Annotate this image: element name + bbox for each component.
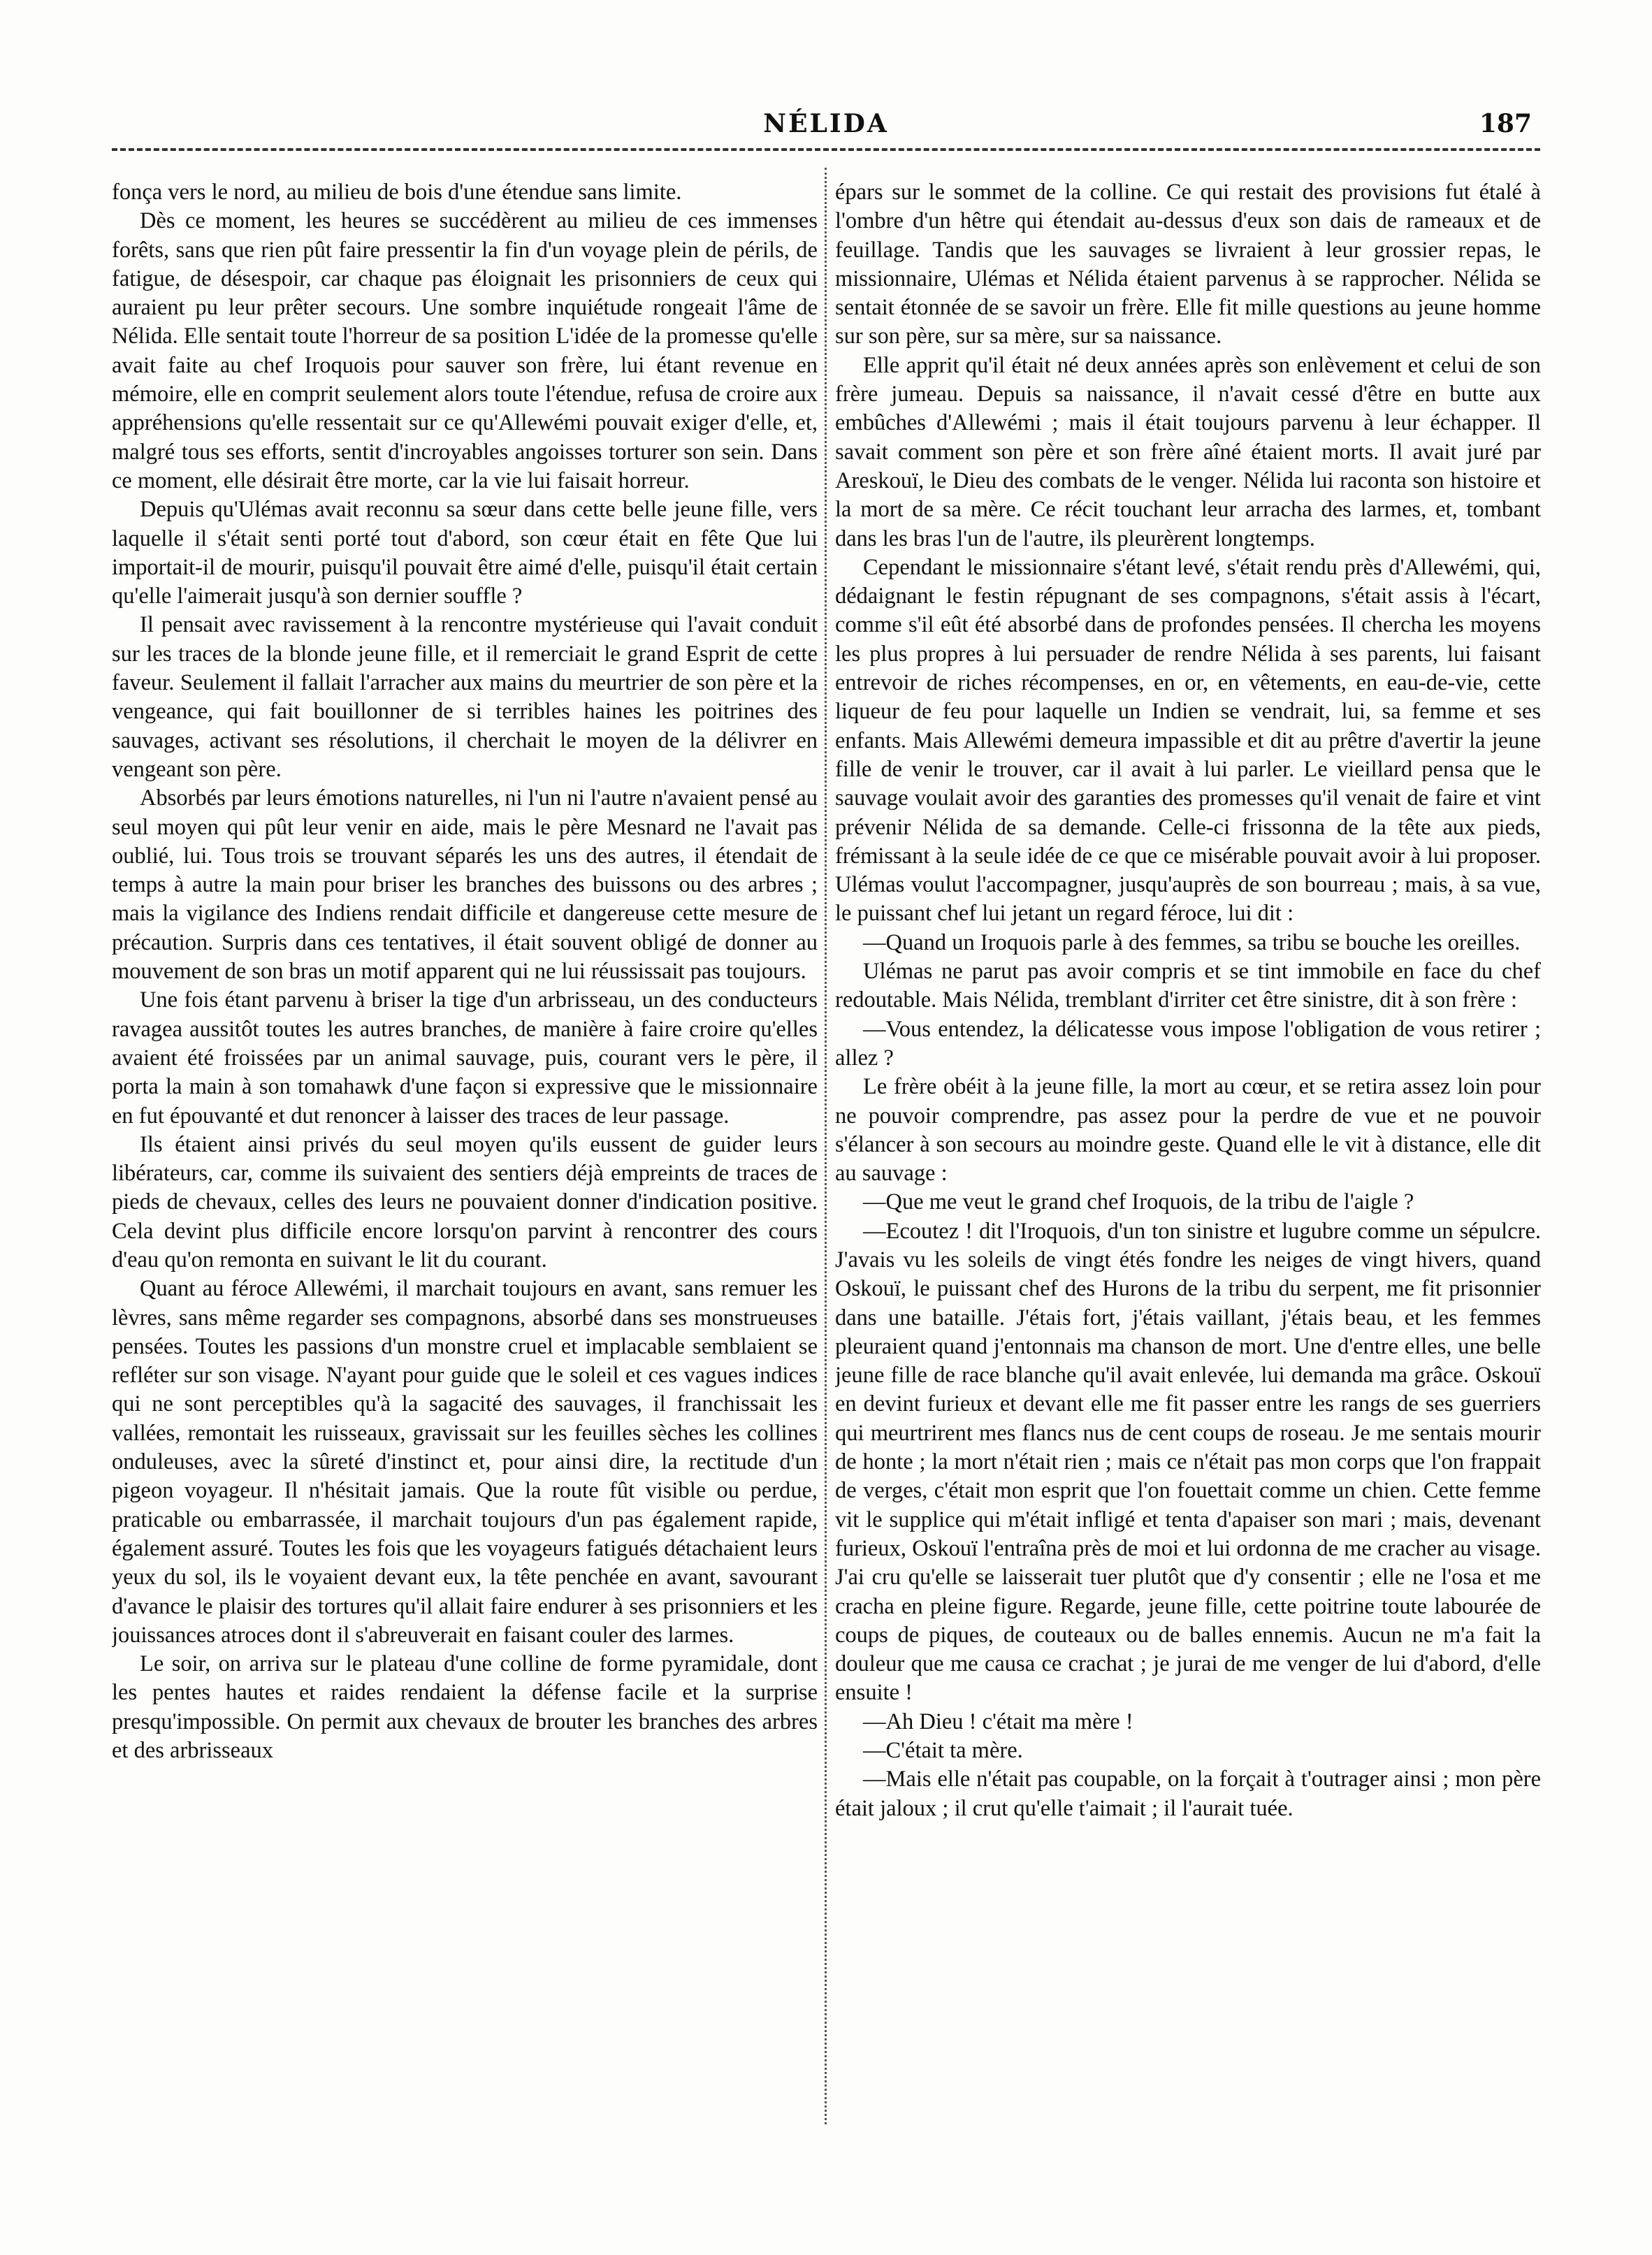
dialogue-line: —Que me veut le grand chef Iroquois, de la tribu de l'aigle ? — [863, 1189, 1414, 1215]
paragraph: Dès ce moment, les heures se succédèrent au milieu de ces immenses forêts, sans que rien pût faire pressentir la fin d'un voyage plein de périls, de fatigue, de désespoir, car chaque pas éloignait les prisonniers de ceux qui auraient pu leur prêter secours. Une sombre inquiétude rongeait l'âme de Nélida. Elle sentait toute l'horreur de sa position L'idée de la promesse qu'elle avait faite au chef Iroquois pour sauver son frère, lui étant revenue en mémoire, elle en comprit seulement alors toute l'étendue, refusa de croire aux appréhensions qu'elle ressentait sur ce qu'Allewémi pouvait exiger d'elle, et, malgré tous ses efforts, sentit d'incroyables angoisses torturer son sein. Dans ce moment, elle désirait être morte, car la vie lui faisait horreur. — [112, 208, 818, 493]
dialogue-line: —Ah Dieu ! c'était ma mère ! — [863, 1709, 1133, 1734]
column-divider — [825, 168, 827, 2124]
page-header — [112, 105, 1540, 147]
dialogue-line: —Mais elle n'était pas coupable, on la forçait à t'outrager ainsi ; mon père était jaloux ; il crut qu'elle t'aimait ; il l'aurait tuée. — [835, 1767, 1541, 1821]
paragraph: Cependant le missionnaire s'étant levé, s'était rendu près d'Allewémi, qui, dédaignant le festin répugnant de ses compagnons, s'était assis à l'écart, comme s'il eût été absorbé dans de profondes pensées. Il chercha les moyens les plus propres à lui persuader de rendre Nélida à ses parents, lui faisant entrevoir de riches récompenses, en or, en vêtements, en eau-de-vie, cette liqueur de feu pour laquelle un Indien se vendrait, lui, sa femme et ses enfants. Mais Allewémi demeura impassible et dit au prêtre d'avertir la jeune fille de venir le trouver, car il avait à lui parler. Le vieillard pensa que le sauvage voulait avoir des garanties des promesses qu'il venait de faire et vint prévenir Nélida de sa demande. Celle-ci frissonna de la tête aux pieds, frémissant à la seule idée de ce que ce misérable pouvait avoir à lui proposer. Ulémas voulut l'accompagner, jusqu'auprès de son bourreau ; mais, à sa vue, le puissant chef lui jetant un regard féroce, lui dit : — [835, 554, 1541, 927]
page-number: 187 — [1479, 109, 1532, 138]
right-column — [835, 178, 1541, 2135]
paragraph: Le soir, on arriva sur le plateau d'une colline de forme pyramidale, dont les pentes hautes et raides rendaient la défense facile et la surprise presqu'impossible. On permit aux chevaux de brouter les branches des arbres et des arbrisseaux — [112, 1651, 818, 1764]
dialogue-line: —C'était ta mère. — [863, 1738, 1023, 1764]
paragraph: fonça vers le nord, au milieu de bois d'une étendue sans limite. — [112, 180, 682, 205]
paragraph: Depuis qu'Ulémas avait reconnu sa sœur dans cette belle jeune fille, vers laquelle il s'était senti porté tout d'abord, son cœur était en fête Que lui importait-il de mourir, puisqu'il pouvait être aimé d'elle, puisqu'il était certain qu'elle l'aimerait jusqu'à son dernier souffle ? — [112, 497, 818, 609]
paragraph: Quant au féroce Allewémi, il marchait toujours en avant, sans remuer les lèvres, sans même regarder ses compagnons, absorbé dans ses monstrueuses pensées. Toutes les passions d'un monstre cruel et implacable semblaient se refléter sur son visage. N'ayant pour guide que le soleil et ces vagues indices qui ne sont perceptibles qu'à la sagacité des sauvages, il franchissait les vallées, remontait les ruisseaux, gravissait sur les feuilles sèches les collines onduleuses, avec la sûreté d'instinct et, pour ainsi dire, la rectitude d'un pigeon voyageur. Il n'hésitait jamais. Que la route fût visible ou perdue, praticable ou embarrassée, il marchait toujours d'un pas également rapide, également assuré. Toutes les fois que les voyageurs fatigués détachaient leurs yeux du sol, ils le voyaient devant eux, la tête penchée en avant, savourant d'avance le plaisir des tortures qu'il allait faire endurer à ses prisonniers et les jouissances atroces dont il s'abreuverait en faisant couler des larmes. — [112, 1276, 818, 1648]
paragraph: Une fois étant parvenu à briser la tige d'un arbrisseau, un des conducteurs ravagea aussitôt toutes les autres branches, de manière à faire croire qu'elles avaient été froissées par un animal sauvage, puis, courant vers le père, il porta la main à son tomahawk d'une façon si expressive que le missionnaire en fut épouvanté et dut renoncer à laisser des traces de leur passage. — [112, 987, 818, 1129]
paragraph: Ulémas ne parut pas avoir compris et se tint immobile en face du chef redoutable. Mais Nélida, tremblant d'irriter cet être sinistre, dit à son frère : — [835, 959, 1541, 1013]
dialogue-line: —Quand un Iroquois parle à des femmes, sa tribu se bouche les oreilles. — [863, 929, 1521, 955]
header-rule — [112, 148, 1540, 151]
paragraph: épars sur le sommet de la colline. Ce qui restait des provisions fut étalé à l'ombre d'un hêtre qui étendait au-dessus d'eux son dais de rameaux et de feuillage. Tandis que les sauvages se livraient à leur grossier repas, le missionnaire, Ulémas et Nélida étaient parvenus à se rapprocher. Nélida se sentait étonnée de se savoir un frère. Elle fit mille questions au jeune homme sur son père, sur sa mère, sur sa naissance. — [835, 180, 1541, 349]
paragraph: Il pensait avec ravissement à la rencontre mystérieuse qui l'avait conduit sur les traces de la blonde jeune fille, et il remerciait le grand Esprit de cette faveur. Seulement il fallait l'arracher aux mains du meurtrier de son père et la vengeance, qui fait bouillonner de si terribles haines les poitrines des sauvages, activant ses résolutions, il cherchait le moyen de la délivrer en vengeant son père. — [112, 612, 818, 782]
paragraph: Le frère obéit à la jeune fille, la mort au cœur, et se retira assez loin pour ne pouvoir comprendre, pas assez pour la perdre de vue et ne pouvoir s'élancer à son secours au moindre geste. Quand elle le vit à distance, elle dit au sauvage : — [835, 1074, 1541, 1187]
paragraph: Absorbés par leurs émotions naturelles, ni l'un ni l'autre n'avaient pensé au seul moyen qui pût leur venir en aide, mais le père Mesnard ne l'avait pas oublié, lui. Tous trois se trouvant séparés les uns des autres, il étendait de temps à autre la main pour briser les branches des buissons ou des arbres ; mais la vigilance des Indiens rendait difficile et dangereuse cette mesure de précaution. Surpris dans ces tentatives, il était souvent obligé de donner au mouvement de son bras un motif apparent qui ne lui réussissait pas toujours. — [112, 785, 818, 985]
dialogue-line: —Ecoutez ! dit l'Iroquois, d'un ton sinistre et lugubre comme un sépulcre. J'avais vu les soleils de vingt étés fondre les neiges de vingt hivers, quand Oskouï, le puissant chef des Hurons de la tribu du serpent, me fit prisonnier dans une bataille. J'étais fort, j'étais vaillant, j'étais beau, et les femmes pleuraient quand j'entonnais ma chanson de mort. Une d'entre elles, une belle jeune fille de race blanche qu'il avait enlevée, lui demanda ma grâce. Oskouï en devint furieux et devant elle me fit passer entre les rangs de ses guerriers qui meurtrirent mes flancs nus de cent coups de roseau. Je me sentais mourir de honte ; la mort n'était rien ; mais ce n'était pas mon corps que l'on frappait de verges, c'était mon esprit que l'on fouettait comme un chien. Cette femme vit le supplice qui m'était infligé et tenta d'apaiser son mari ; mais, devenant furieux, Oskouï l'entraîna près de moi et lui ordonna de me cracher au visage. J'ai cru qu'elle se laisserait tuer plutôt que d'y consentir ; elle ne l'osa et me cracha en pleine figure. Regarde, jeune fille, cette poitrine toute labourée de coups de piques, de couteaux ou de balles ennemis. Aucun ne m'a fait la douleur que me causa ce crachat ; je jurai de me venger de lui d'abord, d'elle ensuite ! — [835, 1218, 1541, 1706]
running-title: NÉLIDA — [763, 109, 889, 138]
dialogue-line: —Vous entendez, la délicatesse vous impose l'obligation de vous retirer ; allez ? — [835, 1016, 1541, 1071]
paragraph: Elle apprit qu'il était né deux années après son enlèvement et celui de son frère jumeau. Depuis sa naissance, il n'avait cessé d'être en butte aux embûches d'Allewémi ; mais il était toujours parvenu à leur échapper. Il savait comment son père et son frère aîné étaient morts. Il avait juré par Areskouï, le Dieu des combats de le venger. Nélida lui raconta son histoire et la mort de sa mère. Ce récit touchant leur arracha des larmes, et, tombant dans les bras l'un de l'autre, ils pleurèrent longtemps. — [835, 352, 1541, 551]
left-column — [112, 178, 818, 2135]
paragraph: Ils étaient ainsi privés du seul moyen qu'ils eussent de guider leurs libérateurs, car, comme ils suivaient des sentiers déjà empreints de traces de pieds de chevaux, celles des leurs ne pouvaient donner d'indication positive. Cela devint plus difficile encore lorsqu'on parvint à rencontrer des cours d'eau qu'on remonta en suivant le lit du courant. — [112, 1131, 818, 1272]
